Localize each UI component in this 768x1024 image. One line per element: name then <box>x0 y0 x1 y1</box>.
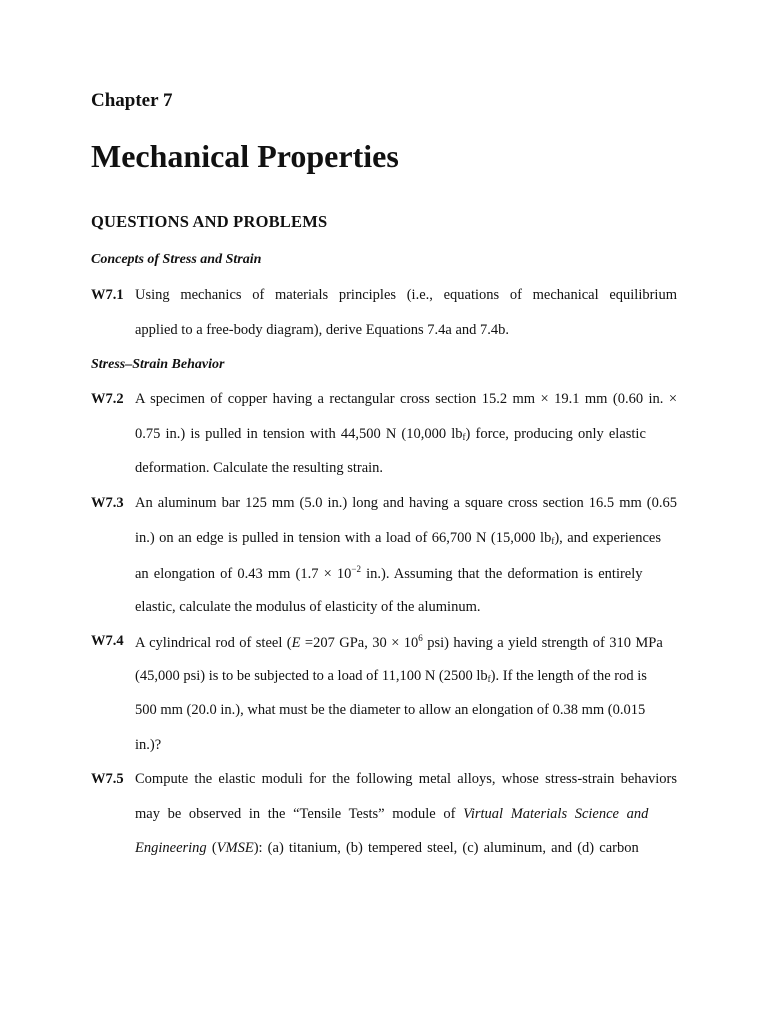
problem-number: W7.4 <box>91 633 124 649</box>
italic-symbol: E <box>291 635 301 651</box>
subsection-stress-strain: Stress–Strain Behavior <box>91 357 225 372</box>
section-heading: QUESTIONS AND PROBLEMS <box>91 212 328 231</box>
text-line: deformation. Calculate the resulting strain. <box>135 460 384 476</box>
text-segment: (45,000 psi) is to be subjected to a load of 11,100 N (2500 lb <box>135 667 488 684</box>
text-segment: psi) having a yield strength of 310 MPa <box>422 635 663 651</box>
italic-text: Engineering <box>135 840 207 856</box>
text-segment: 0.75 in.) is pulled in tension with 44,500 N (10,000 lb <box>135 425 463 442</box>
subscript: f <box>487 673 491 684</box>
text-segment: ) force, producing only elastic <box>465 425 646 442</box>
text-line <box>135 840 677 875</box>
text-line: Using mechanics of materials principles (i.e., equations of mechanical equilibrium <box>135 287 677 303</box>
subscript: f <box>462 431 466 442</box>
text-segment: ): (a) titanium, (b) tempered steel, (c) aluminum, and (d) carbon <box>253 840 639 856</box>
text-line: An aluminum bar 125 mm (5.0 in.) long and having a square cross section 16.5 mm (0.65 <box>135 495 677 511</box>
text-segment: an elongation of 0.43 mm (1.7 × 10 <box>135 566 352 582</box>
chapter-label: Chapter 7 <box>91 90 173 111</box>
superscript: 6 <box>418 633 423 643</box>
subscript: f <box>551 535 555 546</box>
text-segment: ( <box>206 840 217 856</box>
text-segment: in.). Assuming that the deformation is entirely <box>361 566 643 582</box>
text-line <box>135 426 677 461</box>
text-line <box>135 668 677 703</box>
superscript: −2 <box>351 564 361 574</box>
problem-number: W7.5 <box>91 771 124 787</box>
text-line: applied to a free-body diagram), derive Equations 7.4a and 7.4b. <box>135 321 510 338</box>
text-line: elastic, calculate the modulus of elasticity of the aluminum. <box>135 598 481 615</box>
text-segment: ). If the length of the rod is <box>490 667 647 684</box>
italic-text: VMSE <box>216 840 254 856</box>
problem-number: W7.1 <box>91 287 124 303</box>
text-line: A specimen of copper having a rectangular cross section 15.2 mm × 19.1 mm (0.60 in. × <box>135 391 677 407</box>
text-segment: may be observed in the “Tensile Tests” module of <box>135 805 464 822</box>
problem-text <box>135 391 677 495</box>
text-segment: ), and experiences <box>554 529 662 546</box>
text-line <box>135 806 677 841</box>
problem-text <box>135 771 677 875</box>
text-line <box>135 633 677 668</box>
text-segment: A cylindrical rod of steel ( <box>135 635 292 651</box>
text-line: in.)? <box>135 736 162 753</box>
italic-text: Virtual Materials Science and <box>463 805 649 822</box>
problem-number: W7.2 <box>91 391 124 407</box>
text-line: 500 mm (20.0 in.), what must be the diameter to allow an elongation of 0.38 mm (0.015 <box>135 702 646 718</box>
problem-text <box>135 633 677 771</box>
problem-number: W7.3 <box>91 495 124 511</box>
problem-text <box>135 287 677 356</box>
page-title: Mechanical Properties <box>91 138 399 174</box>
subsection-concepts: Concepts of Stress and Strain <box>91 252 262 267</box>
text-line: Compute the elastic moduli for the following metal alloys, whose stress-strain behaviors <box>135 771 677 787</box>
text-line <box>135 530 677 565</box>
problem-text <box>135 495 677 633</box>
text-segment: in.) on an edge is pulled in tension with a load of 66,700 N (15,000 lb <box>135 529 552 546</box>
text-line <box>135 564 677 599</box>
text-segment: =207 GPa, 30 × 10 <box>300 635 419 651</box>
